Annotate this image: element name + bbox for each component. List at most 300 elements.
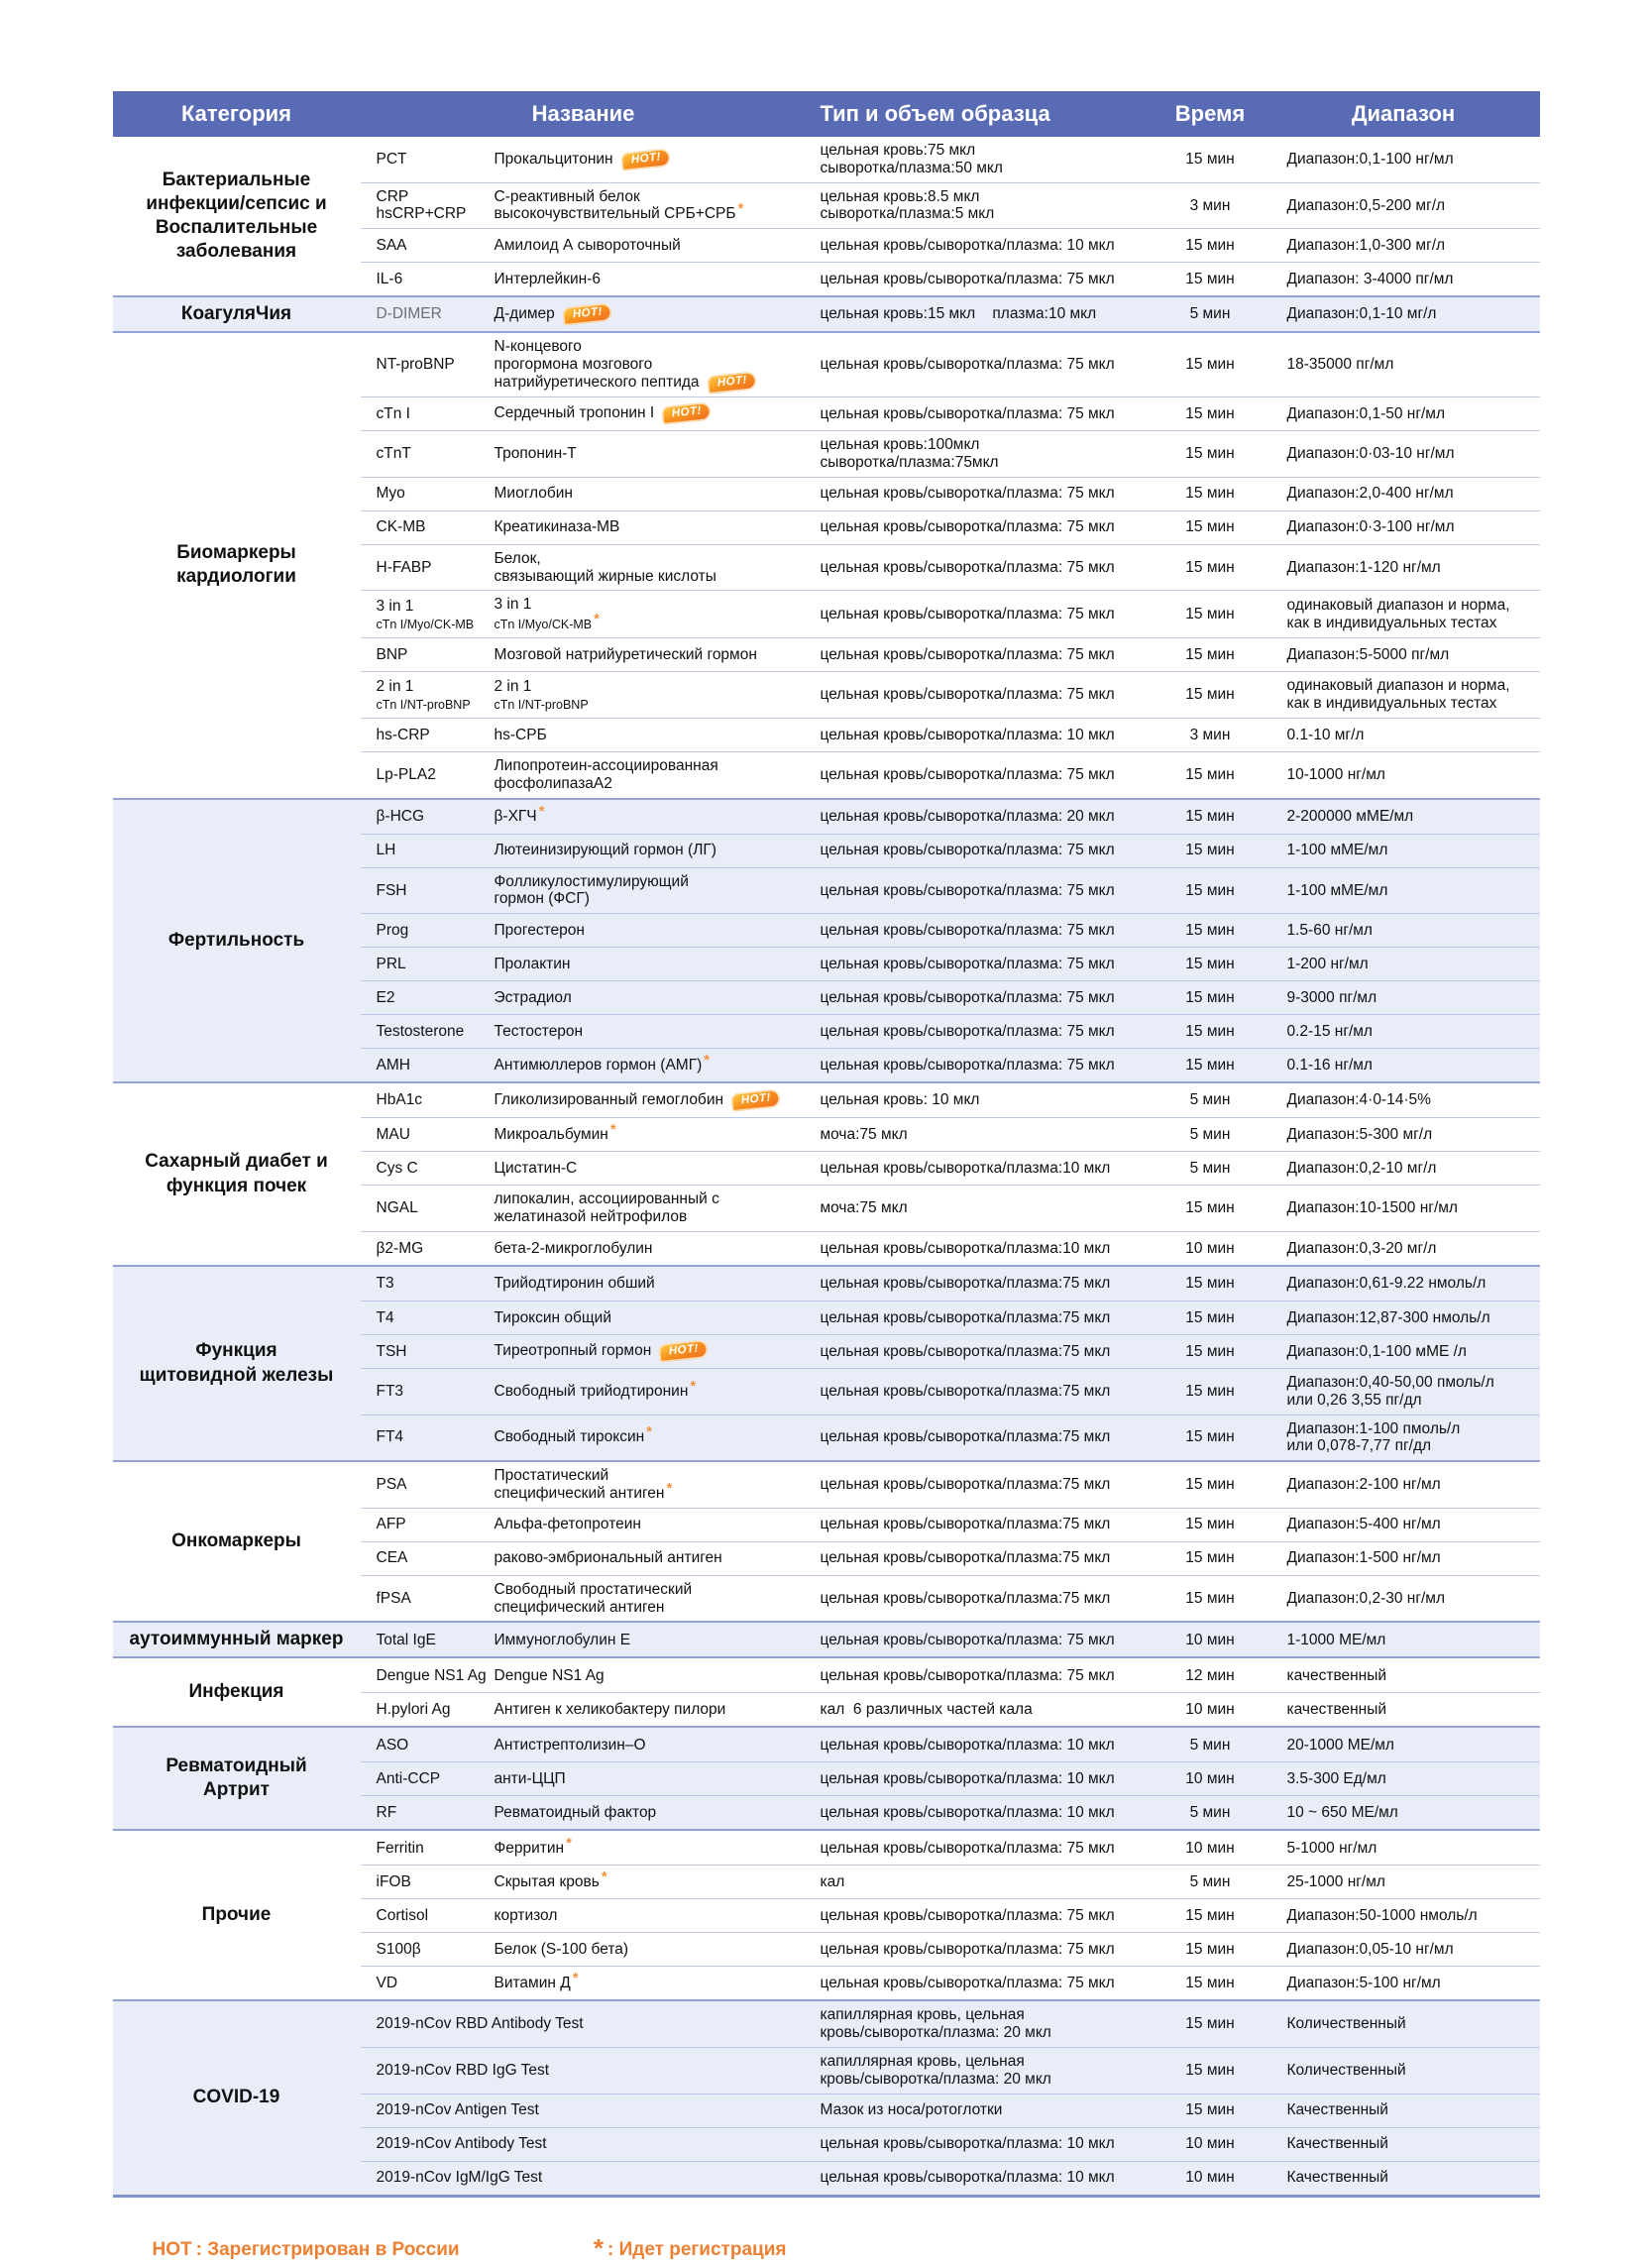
test-code-line: AMH [376, 1056, 410, 1074]
test-code-line: Prog [376, 921, 409, 939]
test-name-line: Сердечный тропонин I HOT! [495, 404, 801, 422]
test-name-line: прогормона мозгового [494, 356, 653, 374]
test-code-line: NT-proBNP [376, 356, 455, 374]
test-name-line: Тропонин-Т [494, 445, 577, 462]
test-code-line: Lp-PLA2 [376, 765, 436, 783]
category-label: Биомаркеры [176, 542, 296, 564]
time-cell: 5 мин [1189, 1125, 1231, 1143]
test-code-line: hsCRP+CRP [376, 205, 467, 223]
range-cell [1267, 1199, 1540, 1217]
test-code-line: iFOB [376, 1873, 411, 1890]
range-line: 0.2-15 нг/мл [1286, 1022, 1373, 1040]
table-row [361, 297, 1540, 331]
header-range: Диапазон [1351, 101, 1456, 126]
sample-line: цельная кровь/сыворотка/плазма: 75 мкл [820, 1975, 1115, 1991]
range-line: Диапазон:4·0-14·5% [1286, 1091, 1431, 1109]
test-code [361, 1941, 495, 1959]
sample-line: цельная кровь/сыворотка/плазма: 75 мкл [820, 1666, 1115, 1684]
range-line: Диапазон:1-120 нг/мл [1286, 558, 1441, 576]
category-cell [113, 297, 361, 331]
range-cell [1267, 808, 1540, 826]
pending-registration-star: * [594, 611, 600, 628]
sample-line: цельная кровь/сыворотка/плазма: 75 мкл [820, 646, 1115, 663]
test-name-line: фосфолипазаА2 [494, 774, 612, 792]
time-cell: 15 мин [1185, 1199, 1235, 1217]
test-name [495, 305, 807, 323]
test-name [495, 271, 807, 288]
test-name-line: Креатикиназа-МВ [494, 518, 620, 536]
test-code-line: β2-MG [376, 1239, 424, 1257]
time-cell: 5 мин [1189, 1804, 1231, 1821]
time-cell: 15 мин [1185, 1516, 1235, 1533]
test-code-line: Cys C [376, 1159, 418, 1177]
table-row [361, 1415, 1540, 1461]
test-name [495, 1309, 807, 1327]
test-name [495, 1770, 807, 1788]
range-line: Диапазон:0,1-100 мМЕ /л [1286, 1342, 1467, 1360]
sample-cell [807, 1428, 1154, 1446]
sample-cell [807, 518, 1154, 536]
range-cell [1267, 1549, 1540, 1567]
category-section [113, 1829, 1540, 1999]
test-code [361, 405, 495, 423]
category-cell [113, 1267, 361, 1460]
sample-line: цельная кровь/сыворотка/плазма:75 мкл [820, 1516, 1111, 1533]
test-name [495, 922, 807, 940]
table-row [361, 1117, 1540, 1151]
test-code [361, 1057, 495, 1075]
test-name-line: Тироксин общий [494, 1308, 611, 1326]
sample-line: цельная кровь/сыворотка/плазма: 75 мкл [820, 988, 1115, 1006]
test-name [495, 404, 807, 422]
section-rows [361, 800, 1540, 1082]
test-code-line: 2019-nCov Antibody Test [376, 2135, 547, 2153]
time-cell: 15 мин [1185, 921, 1235, 939]
test-name-line: гормон (ФСГ) [494, 890, 590, 908]
range-cell [1267, 1907, 1540, 1925]
sample-line: цельная кровь/сыворотка/плазма: 75 мкл [820, 955, 1115, 972]
table-row [361, 1575, 1540, 1622]
test-code [361, 445, 495, 463]
test-name-line: Интерлейкин-6 [494, 270, 601, 287]
range-cell [1267, 1343, 1540, 1361]
test-code [361, 1126, 495, 1144]
test-name [495, 1091, 807, 1109]
sample-cell [807, 1516, 1154, 1533]
test-code-line: LH [376, 842, 396, 859]
table-row [361, 182, 1540, 229]
sample-cell [807, 727, 1154, 744]
sample-line: цельная кровь/сыворотка/плазма: 75 мкл [820, 605, 1115, 623]
test-code [361, 1091, 495, 1109]
table-row [361, 1932, 1540, 1966]
category-section [113, 798, 1540, 1082]
test-name-line: Скрытая кровь * [494, 1868, 607, 1890]
test-code [361, 1873, 495, 1891]
time-cell: 15 мин [1185, 1056, 1235, 1074]
time-cell: 15 мин [1185, 1476, 1235, 1494]
sample-line: кровь/сыворотка/плазма: 20 мкл [820, 2024, 1051, 2042]
sample-cell [807, 1701, 1154, 1719]
range-line: Диапазон:10-1500 нг/мл [1286, 1199, 1458, 1217]
test-name [495, 237, 807, 255]
sample-line: моча:75 мкл [820, 1199, 908, 1217]
range-cell [1267, 1667, 1540, 1685]
sample-line: цельная кровь/сыворотка/плазма: 75 мкл [820, 270, 1115, 287]
test-code [361, 305, 495, 323]
time-cell: 5 мин [1189, 1091, 1231, 1109]
range-line: 18-35000 пг/мл [1286, 356, 1394, 374]
range-line: Количественный [1286, 2015, 1406, 2033]
test-name [495, 485, 807, 503]
test-name-line: липокалин, ассоциированный с [494, 1190, 719, 1208]
table-row [361, 510, 1540, 544]
test-code-line: S100β [376, 1941, 421, 1958]
test-name-line: Трийодтиронин обший [494, 1275, 655, 1292]
table-row [361, 751, 1540, 798]
time-cell: 12 мин [1185, 1666, 1235, 1684]
test-name [495, 1737, 807, 1755]
test-name-line: Свободный трийодтиронин * [494, 1377, 697, 1400]
table-row [361, 2127, 1540, 2161]
test-code [361, 188, 495, 224]
test-name-line: Свободный тироксин * [494, 1423, 653, 1446]
test-name-line: Прогестерон [494, 921, 585, 939]
table-row [361, 262, 1540, 295]
sample-line: цельная кровь: 10 мкл [820, 1091, 980, 1109]
test-name-line: раково-эмбриональный антиген [494, 1549, 722, 1567]
time-cell: 15 мин [1185, 1589, 1235, 1607]
test-code-line: hs-CRP [376, 726, 430, 743]
range-cell [1267, 989, 1540, 1007]
range-line: Диапазон:0,1-100 нг/мл [1286, 150, 1454, 168]
test-name [495, 1342, 807, 1360]
range-cell [1267, 1941, 1540, 1959]
time-cell: 5 мин [1189, 1159, 1231, 1177]
test-code [361, 1476, 495, 1494]
test-code-line: β-HCG [376, 807, 425, 825]
category-section [113, 1656, 1540, 1726]
test-code [361, 1549, 495, 1567]
sample-line: сыворотка/плазма:50 мкл [820, 159, 1003, 176]
table-row [361, 1151, 1540, 1185]
sample-cell [807, 188, 1154, 224]
range-line: Качественный [1286, 2101, 1388, 2119]
test-name-line: Микроальбумин * [494, 1120, 616, 1143]
sample-line: сыворотка/плазма:5 мкл [820, 205, 995, 223]
test-name-line: 2 in 1 [494, 678, 532, 696]
range-cell [1267, 237, 1540, 255]
sample-line: цельная кровь/сыворотка/плазма:75 мкл [820, 1308, 1111, 1326]
range-line: качественный [1286, 1701, 1387, 1718]
range-line: одинаковый диапазон и норма, [1286, 677, 1510, 695]
test-code [361, 1023, 495, 1041]
test-name-line: Иммуноглобулин Е [494, 1631, 631, 1648]
range-cell [1267, 766, 1540, 784]
sample-line: цельная кровь/сыворотка/плазма: 75 мкл [820, 842, 1115, 859]
range-line: как в индивидуальных тестах [1286, 614, 1497, 631]
time-cell: 15 мин [1185, 686, 1235, 704]
range-line: 9-3000 пг/мл [1286, 988, 1377, 1006]
sample-line: моча:75 мкл [820, 1125, 908, 1143]
test-table [113, 91, 1540, 2198]
time-cell: 15 мин [1185, 1975, 1235, 1991]
test-name [494, 802, 807, 826]
test-name [495, 1240, 807, 1258]
time-cell: 15 мин [1185, 1308, 1235, 1326]
test-code [361, 842, 495, 859]
test-name [495, 1941, 807, 1959]
time-cell: 15 мин [1185, 842, 1235, 859]
test-name-line: Простатический [494, 1467, 609, 1485]
test-name-line: hs-СРБ [494, 726, 547, 743]
time-cell: 5 мин [1189, 1736, 1231, 1754]
section-rows [361, 333, 1540, 797]
range-cell [1267, 1840, 1540, 1858]
table-row [361, 1898, 1540, 1932]
range-cell [1267, 1770, 1540, 1788]
test-code [361, 1804, 495, 1822]
sample-line: капиллярная кровь, цельная [820, 2053, 1025, 2071]
test-code-line: VD [376, 1975, 398, 1991]
test-code [361, 646, 495, 664]
pending-registration-star: * [566, 1834, 572, 1852]
category-label: Артрит [203, 1779, 270, 1801]
time-cell: 15 мин [1185, 1428, 1235, 1446]
table-row [361, 1231, 1540, 1265]
test-name [495, 445, 807, 463]
sample-line: цельная кровь/сыворотка/плазма:75 мкл [820, 1476, 1111, 1494]
test-name [495, 550, 807, 586]
sample-cell [807, 1907, 1154, 1925]
pending-registration-star: * [572, 1970, 579, 1986]
test-name-line: Тестостерон [494, 1022, 584, 1040]
section-rows [361, 137, 1540, 295]
table-row [361, 1728, 1540, 1761]
range-cell [1267, 1632, 1540, 1649]
range-cell [1267, 1804, 1540, 1822]
range-cell [1267, 1091, 1540, 1109]
range-cell [1267, 1160, 1540, 1178]
sample-cell [807, 1770, 1154, 1788]
table-body [113, 137, 1540, 2198]
time-cell: 10 мин [1185, 1239, 1235, 1257]
range-cell [1267, 518, 1540, 536]
test-code-line: CRP [376, 187, 409, 205]
sample-line: цельная кровь/сыворотка/плазма: 75 мкл [820, 765, 1115, 783]
range-line: Диапазон:0,5-200 мг/л [1286, 196, 1446, 214]
test-code-line: Dengue NS1 Ag [376, 1666, 487, 1684]
table-row [361, 1048, 1540, 1081]
sample-cell [807, 2135, 1154, 2153]
category-label: Прочие [201, 1904, 272, 1926]
sample-cell [807, 1476, 1154, 1494]
sample-line: цельная кровь/сыворотка/плазма: 75 мкл [820, 1022, 1115, 1040]
table-row [361, 430, 1540, 477]
sample-line: цельная кровь:8.5 мкл [820, 187, 980, 205]
test-code-sub: cTn I/Myo/CK-MB [376, 617, 475, 631]
category-section [113, 1265, 1540, 1460]
time-cell: 15 мин [1185, 1941, 1235, 1958]
range-cell [1267, 1374, 1540, 1410]
range-line: Диапазон:1-100 пмоль/л [1286, 1419, 1461, 1437]
test-code-line: T3 [376, 1275, 394, 1292]
test-name [495, 1804, 807, 1822]
sample-line: сыворотка/плазма:75мкл [820, 453, 999, 471]
range-cell [1267, 197, 1540, 215]
test-code-line: Anti-CCP [376, 1770, 441, 1787]
section-rows [361, 1728, 1540, 1829]
category-section [113, 137, 1540, 295]
test-name-line: Антистрептолизин–О [494, 1736, 646, 1754]
test-code [361, 598, 495, 631]
category-label: Инфекция [188, 1681, 284, 1703]
test-code [361, 151, 495, 169]
test-code-line: FT3 [376, 1382, 404, 1400]
sample-line: цельная кровь/сыворотка/плазма: 75 мкл [820, 1056, 1115, 1074]
range-line: Диапазон:2,0-400 нг/мл [1286, 485, 1454, 503]
range-cell [1267, 1476, 1540, 1494]
sample-line: цельная кровь:100мкл [820, 436, 980, 454]
test-code [361, 1343, 495, 1361]
category-section [113, 1460, 1540, 1621]
range-cell [1267, 2101, 1540, 2119]
sample-line: цельная кровь/сыворотка/плазма:75 мкл [820, 1428, 1111, 1446]
test-code [361, 989, 495, 1007]
sample-cell [807, 842, 1154, 859]
table-row [361, 1831, 1540, 1865]
pending-registration-star: * [646, 1423, 653, 1441]
sample-line: цельная кровь/сыворотка/плазма: 10 мкл [820, 1736, 1115, 1754]
test-name [494, 1423, 807, 1446]
category-label: Функция [195, 1340, 277, 1362]
test-name-line: Пролактин [494, 955, 571, 972]
test-code-line: E2 [376, 988, 395, 1006]
test-name-line: Мозговой натрийуретический гормон [494, 646, 757, 663]
test-code [361, 237, 495, 255]
header-name: Название [531, 101, 635, 126]
range-line: Диапазон:2-100 нг/мл [1286, 1476, 1441, 1494]
range-cell [1267, 2169, 1540, 2187]
test-name [494, 1970, 807, 1992]
time-cell: 10 мин [1185, 2135, 1235, 2153]
test-name [495, 989, 807, 1007]
test-code-line: 2019-nCov IgM/IgG Test [376, 2169, 543, 2187]
test-name-line: Эстрадиол [494, 988, 572, 1006]
test-code-line: PCT [376, 150, 407, 168]
sample-cell [807, 1091, 1154, 1109]
category-label: Ревматоидный [165, 1755, 307, 1777]
range-cell [1267, 445, 1540, 463]
test-name-line: Ревматоидный фактор [494, 1804, 657, 1821]
header-time: Время [1174, 101, 1246, 126]
table-row [361, 1623, 1540, 1656]
test-name-line: кортизол [494, 1907, 558, 1924]
test-code [361, 1975, 495, 1992]
test-code [361, 882, 495, 900]
range-line: 0.1-16 нг/мл [1286, 1056, 1373, 1074]
sample-line: цельная кровь/сыворотка/плазма: 10 мкл [820, 1804, 1115, 1821]
time-cell: 15 мин [1185, 765, 1235, 783]
time-cell: 3 мин [1189, 196, 1231, 214]
range-line: Диапазон:1,0-300 мг/л [1286, 236, 1446, 254]
range-cell [1267, 882, 1540, 900]
test-code [361, 956, 495, 973]
sample-cell [807, 766, 1154, 784]
test-name-line: Свободный простатический [494, 1580, 693, 1598]
sample-line: цельная кровь/сыворотка/плазма: 75 мкл [820, 558, 1115, 576]
sample-line: цельная кровь/сыворотка/плазма: 75 мкл [820, 921, 1115, 939]
sample-cell [807, 436, 1154, 472]
category-label: Фертильность [167, 929, 305, 951]
test-name-line: Белок, [494, 549, 541, 567]
range-cell [1267, 922, 1540, 940]
sample-cell [807, 1309, 1154, 1327]
section-rows [361, 1462, 1540, 1621]
test-code-line: PSA [376, 1476, 407, 1494]
test-code [361, 808, 495, 826]
test-code [361, 559, 495, 577]
test-name-line: Dengue NS1 Ag [494, 1666, 605, 1684]
range-line: как в индивидуальных тестах [1286, 695, 1497, 713]
test-code [361, 2015, 807, 2033]
category-cell [113, 1462, 361, 1621]
table-row [361, 1541, 1540, 1575]
range-cell [1267, 1975, 1540, 1992]
test-catalog-page [113, 0, 1540, 2264]
range-cell [1267, 1126, 1540, 1144]
test-code [361, 1199, 495, 1217]
time-cell: 15 мин [1185, 404, 1235, 422]
test-name-line: Тиреотропный гормон HOT! [495, 1342, 801, 1360]
range-line: 1-200 нг/мл [1286, 955, 1369, 972]
table-row [361, 2094, 1540, 2127]
category-label: Онкомаркеры [171, 1530, 301, 1552]
test-name [495, 1632, 807, 1649]
range-line: 3.5-300 Ед/мл [1286, 1770, 1386, 1787]
range-line: качественный [1286, 1666, 1387, 1684]
sample-line: цельная кровь/сыворотка/плазма:75 мкл [820, 1589, 1111, 1607]
table-row [361, 913, 1540, 947]
test-name-line: Антиген к хеликобактеру пилори [494, 1701, 726, 1718]
pending-registration-star: * [666, 1479, 673, 1497]
table-row [361, 396, 1540, 430]
sample-cell [807, 356, 1154, 374]
sample-cell [807, 1383, 1154, 1401]
test-code [361, 1590, 495, 1608]
sample-cell [807, 1941, 1154, 1959]
category-label: Бактериальные [162, 169, 311, 190]
test-name [495, 1581, 807, 1617]
test-code-line: PRL [376, 955, 406, 972]
table-row [361, 1014, 1540, 1048]
pending-registration-star: * [609, 1120, 616, 1138]
sample-cell [807, 1667, 1154, 1685]
test-name [495, 1275, 807, 1293]
time-cell: 15 мин [1185, 1342, 1235, 1360]
table-row [361, 980, 1540, 1014]
test-name-line: высокочувствительный СРБ+СРБ * [494, 200, 744, 223]
sample-line: цельная кровь/сыворотка/плазма:10 мкл [820, 1159, 1111, 1177]
sample-line: капиллярная кровь, цельная [820, 2006, 1025, 2024]
time-cell: 15 мин [1185, 1549, 1235, 1567]
sample-cell [807, 1873, 1154, 1891]
range-line: Диапазон:0,40-50,00 пмоль/л [1286, 1373, 1494, 1391]
range-line: Диапазон:0,2-10 мг/л [1286, 1159, 1437, 1177]
time-cell: 15 мин [1185, 558, 1235, 576]
sample-cell [807, 305, 1154, 323]
sample-cell [807, 808, 1154, 826]
